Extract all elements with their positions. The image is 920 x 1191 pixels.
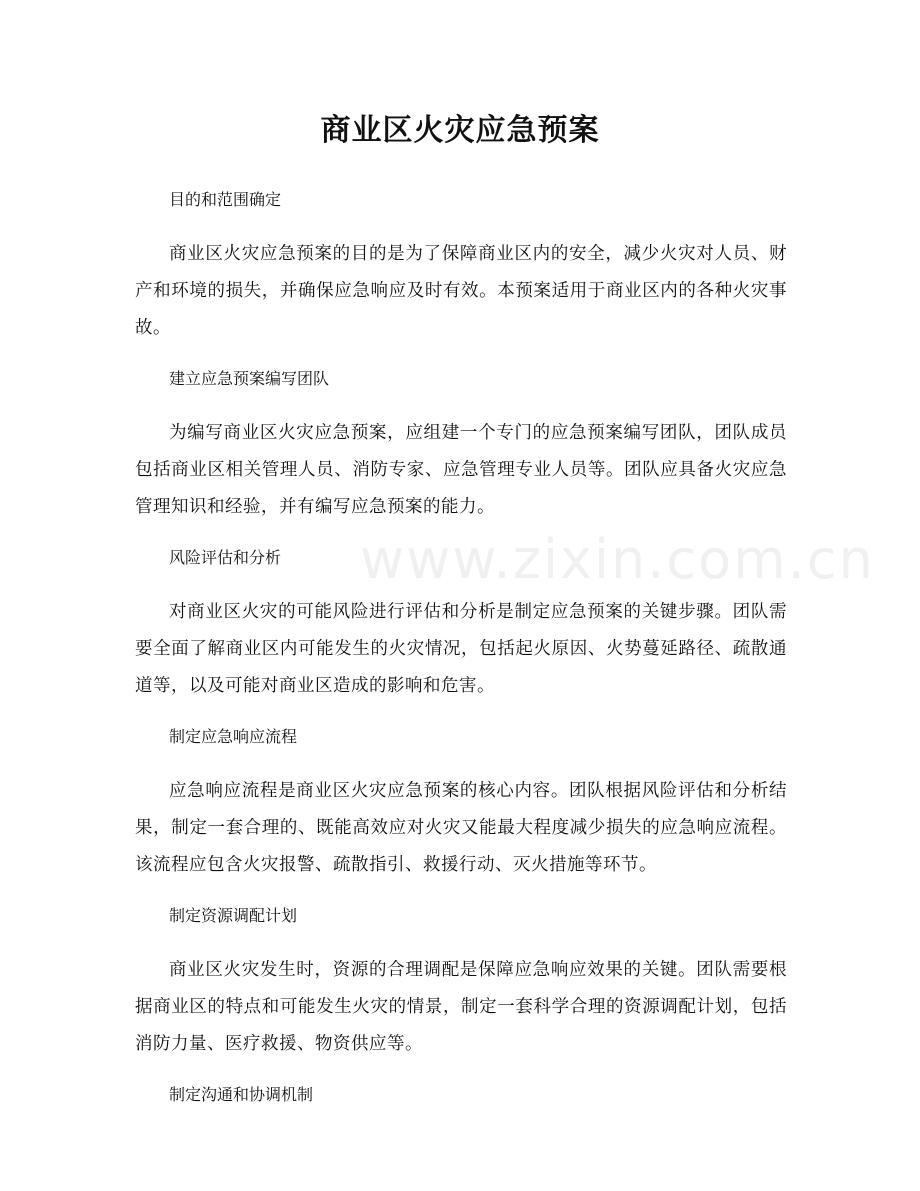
- section-risk-assessment: [135, 542, 787, 721]
- section-paragraph: 为编写商业区火灾应急预案，应组建一个专门的应急预案编写团队，团队成员包括商业区相关管理人员、消防专家、应急管理专业人员等。团队应具备火灾应急管理知识和经验，并有编写应急预案的能力。: [135, 423, 787, 517]
- section-team: [135, 363, 787, 542]
- section-heading: 风险评估和分析: [169, 548, 282, 567]
- section-heading: 制定应急响应流程: [169, 727, 298, 746]
- section-response-process: [135, 721, 787, 900]
- section-heading: 建立应急预案编写团队: [169, 369, 330, 388]
- section-heading: 制定沟通和协调机制: [169, 1085, 314, 1104]
- section-paragraph: 商业区火灾发生时，资源的合理调配是保障应急响应效果的关键。团队需要根据商业区的特点和可能发生火灾的情景，制定一套科学合理的资源调配计划，包括消防力量、医疗救援、物资供应等。: [135, 960, 787, 1054]
- watermark: www.zixin.com.cn: [360, 528, 875, 591]
- section-paragraph: 应急响应流程是商业区火灾应急预案的核心内容。团队根据风险评估和分析结果，制定一套合理的、既能高效应对火灾又能最大程度减少损失的应急响应流程。该流程应包含火灾报警、疏散指引、救援行动、灭火措施等环节。: [135, 781, 787, 875]
- section-purpose-scope: [135, 184, 787, 363]
- section-heading: 目的和范围确定: [169, 190, 282, 209]
- section-heading: 制定资源调配计划: [169, 906, 298, 925]
- section-paragraph: 商业区火灾应急预案的目的是为了保障商业区内的安全，减少火灾对人员、财产和环境的损失，并确保应急响应及时有效。本预案适用于商业区内的各种火灾事故。: [135, 244, 787, 338]
- section-communication: [135, 1079, 787, 1111]
- page-title: 商业区火灾应急预案: [320, 113, 600, 148]
- section-paragraph: 对商业区火灾的可能风险进行评估和分析是制定应急预案的关键步骤。团队需要全面了解商业区内可能发生的火灾情况，包括起火原因、火势蔓延路径、疏散通道等，以及可能对商业区造成的影响和危害。: [135, 602, 787, 696]
- section-resource-plan: [135, 900, 787, 1079]
- document-body: [135, 184, 787, 1111]
